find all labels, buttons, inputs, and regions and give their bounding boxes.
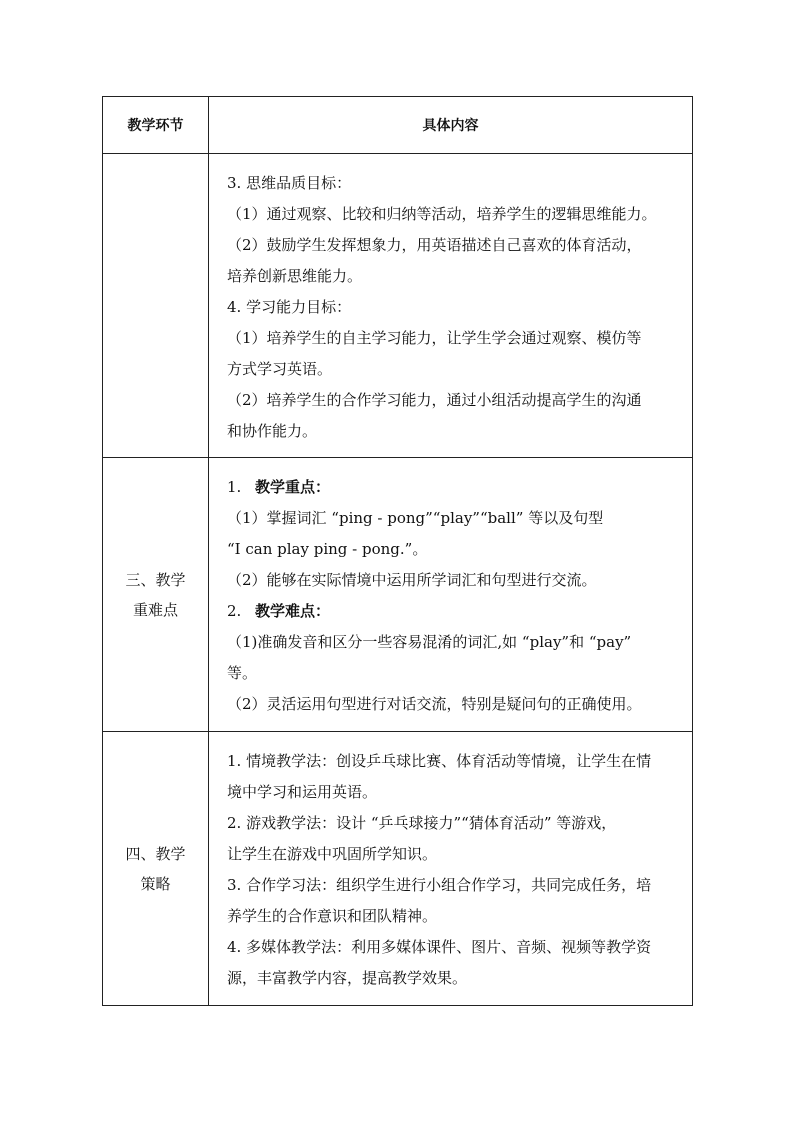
content-line: 3. 合作学习法：组织学生进行小组合作学习，共同完成任务，培 xyxy=(227,876,652,894)
difficult-points-number: 2. xyxy=(227,602,242,620)
content-line: 4. 学习能力目标： xyxy=(227,298,352,316)
content-line: （2）能够在实际情境中运用所学词汇和句型进行交流。 xyxy=(227,571,597,589)
table-header-row xyxy=(103,97,693,154)
key-points-number: 1. xyxy=(227,478,242,496)
content-cell-teaching-strategy xyxy=(209,732,693,1006)
content-line: 养学生的合作意识和团队精神。 xyxy=(227,907,438,925)
key-points-heading xyxy=(227,472,674,503)
content-cell-key-difficult-points xyxy=(209,458,693,732)
content-line: 培养创新思维能力。 xyxy=(227,267,363,285)
lesson-plan-table xyxy=(102,96,693,1006)
header-specific-content: 具体内容 xyxy=(209,97,693,154)
content-line: 等。 xyxy=(227,664,258,682)
content-line: 3. 思维品质目标： xyxy=(227,174,352,192)
content-line: 4. 多媒体教学法：利用多媒体课件、图片、音频、视频等教学资 xyxy=(227,938,652,956)
difficult-points-heading xyxy=(227,596,674,627)
stage-label-line1: 三、教学 xyxy=(125,570,186,589)
content-line: （1)准确发音和区分一些容易混淆的词汇,如 “play”和 “pay” xyxy=(227,633,632,651)
content-line: （1）培养学生的自主学习能力，让学生学会通过观察、模仿等 xyxy=(227,329,642,347)
stage-cell-teaching-strategy xyxy=(103,732,209,1006)
key-points-title: 教学重点： xyxy=(255,478,331,496)
content-line: （2）灵活运用句型进行对话交流，特别是疑问句的正确使用。 xyxy=(227,695,642,713)
content-line: 源，丰富教学内容，提高教学效果。 xyxy=(227,969,468,987)
content-line: （2）鼓励学生发挥想象力，用英语描述自己喜欢的体育活动， xyxy=(227,236,642,254)
stage-label-line2: 策略 xyxy=(140,874,171,893)
content-line: （1）掌握词汇 “ping - pong”“play”“ball” 等以及句型 xyxy=(227,509,604,527)
stage-label-line1: 四、教学 xyxy=(125,844,186,863)
table-row xyxy=(103,458,693,732)
table-row xyxy=(103,154,693,458)
content-line: 让学生在游戏中巩固所学知识。 xyxy=(227,845,438,863)
stage-label-line2: 重难点 xyxy=(132,600,178,619)
stage-cell-empty xyxy=(103,154,209,458)
content-line: （2）培养学生的合作学习能力，通过小组活动提高学生的沟通 xyxy=(227,391,642,409)
content-line: （1）通过观察、比较和归纳等活动，培养学生的逻辑思维能力。 xyxy=(227,205,657,223)
content-line: “I can play ping - pong.”。 xyxy=(227,540,428,558)
content-line: 1. 情境教学法：创设乒乓球比赛、体育活动等情境，让学生在情 xyxy=(227,752,652,770)
content-line: 境中学习和运用英语。 xyxy=(227,783,378,801)
stage-cell-key-difficult-points xyxy=(103,458,209,732)
table-row xyxy=(103,732,693,1006)
content-line: 和协作能力。 xyxy=(227,422,318,440)
content-cell-objectives xyxy=(209,154,693,458)
difficult-points-title: 教学难点： xyxy=(255,602,331,620)
content-line: 2. 游戏教学法：设计 “乒乓球接力”“猜体育活动” 等游戏， xyxy=(227,814,617,832)
header-teaching-stage: 教学环节 xyxy=(103,97,209,154)
content-line: 方式学习英语。 xyxy=(227,360,333,378)
